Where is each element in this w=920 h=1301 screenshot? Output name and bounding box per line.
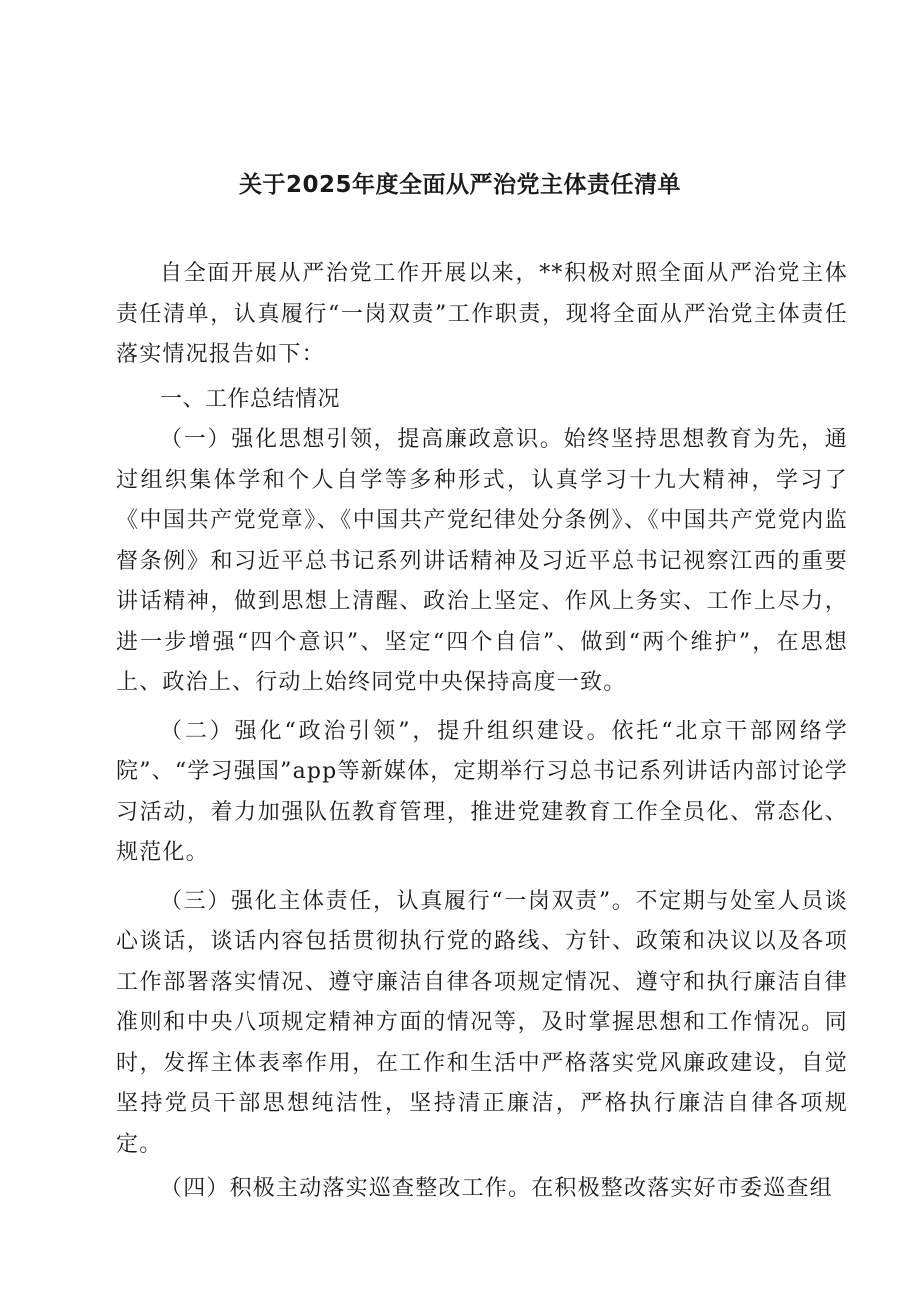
intro-paragraph: 自全面开展从严治党工作开展以来，**积极对照全面从严治党主体责任清单，认真履行“一岗双责”工作职责，现将全面从严治党主体责任落实情况报告如下： (116, 261, 848, 367)
document-title: 关于2025年度全面从严治党主体责任清单 (238, 172, 681, 198)
paragraph-4: （四）积极主动落实巡查整改工作。在积极整改落实好市委巡查组 (160, 1176, 833, 1201)
paragraph-2: （二）强化“政治引领”，提升组织建设。依托“北京干部网络学院”、“学习强国”app等新媒体，定期举行习总书记系列讲话内部讨论学习活动，着力加强队伍教育管理，推进党建教育工作全员化、常态化、规范化。 (116, 718, 848, 865)
spacer (116, 874, 848, 882)
section-heading: 一、工作总结情况 (160, 386, 341, 412)
spacer (116, 704, 848, 712)
paragraph-1: （一）强化思想引领，提高廉政意识。始终坚持思想教育为先，通过组织集体学和个人自学等多种形式，认真学习十九大精神，学习了《中国共产党党章》、《中国共产党纪律处分条例》、《中国共产党党内监督条例》和习近平总书记系列讲话精神及习近平总书记视察江西的重要讲话精神，做到思想上清醒、政治上坚定、作风上务实、工作上尽力，进一步增强“四个意识”、坚定“四个自信”、做到“两个维护”，在思想上、政治上、行动上始终同党中央保持高度一致。 (116, 427, 848, 695)
paragraph-3: （三）强化主体责任，认真履行“一岗双责”。不定期与处室人员谈心谈话，谈话内容包括贯彻执行党的路线、方针、政策和决议以及各项工作部署落实情况、遵守廉洁自律各项规定情况、遵守和执行廉洁自律准则和中央八项规定精神方面的情况等，及时掌握思想和工作情况。同时，发挥主体表率作用，在工作和生活中严格落实党风廉政建设，自觉坚持党员干部思想纯洁性，坚持清正廉洁，严格执行廉洁自律各项规定。 (116, 888, 848, 1157)
document-body (116, 254, 848, 1210)
